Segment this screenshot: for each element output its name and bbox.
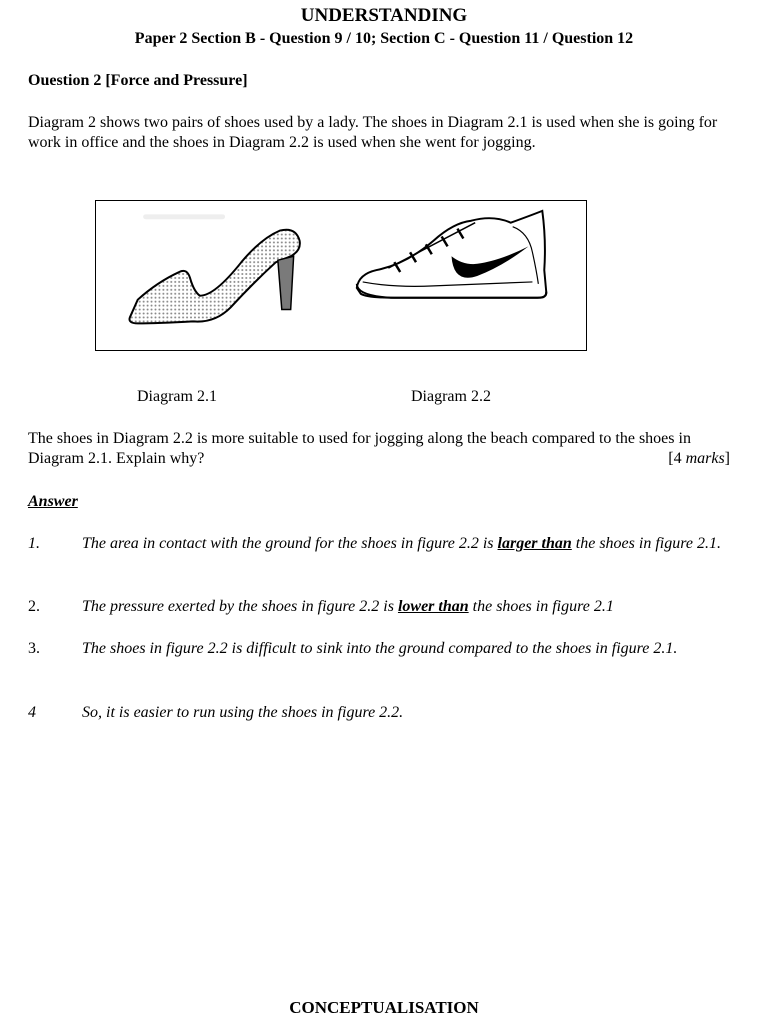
diagram-2-1-caption: Diagram 2.1 — [137, 388, 217, 405]
question-prompt-text: The shoes in Diagram 2.2 is more suitable to used for jogging along the beach compared to the shoes in Diagram 2.1. Explain why? — [28, 430, 691, 467]
answer-item — [28, 639, 744, 659]
answer-number: 4 — [28, 704, 36, 721]
answer-item — [28, 597, 744, 617]
answer-highlight: lower than — [397, 598, 469, 615]
diagram-2-2-caption: Diagram 2.2 — [411, 388, 491, 405]
footer-heading: CONCEPTUALISATION — [289, 998, 479, 1017]
question-heading: Ouestion 2 [Force and Pressure] — [28, 72, 248, 89]
answer-text: So, it is easier to run using the shoes in figure 2.2. — [82, 704, 404, 721]
page-title: UNDERSTANDING — [300, 5, 468, 26]
answer-number: 1. — [28, 535, 40, 552]
question-intro: Diagram 2 shows two pairs of shoes used by a lady. The shoes in Diagram 2.1 is used when she is going for work in office and the shoes in Diagram 2.2 is used when she went for jogging. — [28, 114, 718, 151]
sneaker-shoe-icon — [357, 211, 547, 298]
shoes-diagram — [95, 200, 587, 351]
answer-heading: Answer — [28, 493, 78, 510]
high-heel-shoe-icon — [130, 217, 300, 324]
question-prompt — [28, 429, 740, 469]
answer-item — [28, 703, 744, 723]
answer-text: The pressure exerted by the shoes in figure 2.2 is lower than the shoes in figure 2.1 — [82, 598, 614, 615]
answer-text: The shoes in figure 2.2 is difficult to sink into the ground compared to the shoes in figure 2.1. — [82, 640, 678, 657]
answer-highlight: larger than — [497, 535, 572, 552]
marks-label: [4 marks] — [668, 450, 730, 467]
answer-number: 3. — [28, 640, 40, 657]
page-subtitle: Paper 2 Section B - Question 9 / 10; Section C - Question 11 / Question 12 — [134, 30, 634, 47]
answer-text: The area in contact with the ground for the shoes in figure 2.2 is larger than the shoes in figure 2.1. — [82, 535, 721, 552]
answer-item — [28, 534, 744, 554]
answer-number: 2. — [28, 598, 40, 615]
